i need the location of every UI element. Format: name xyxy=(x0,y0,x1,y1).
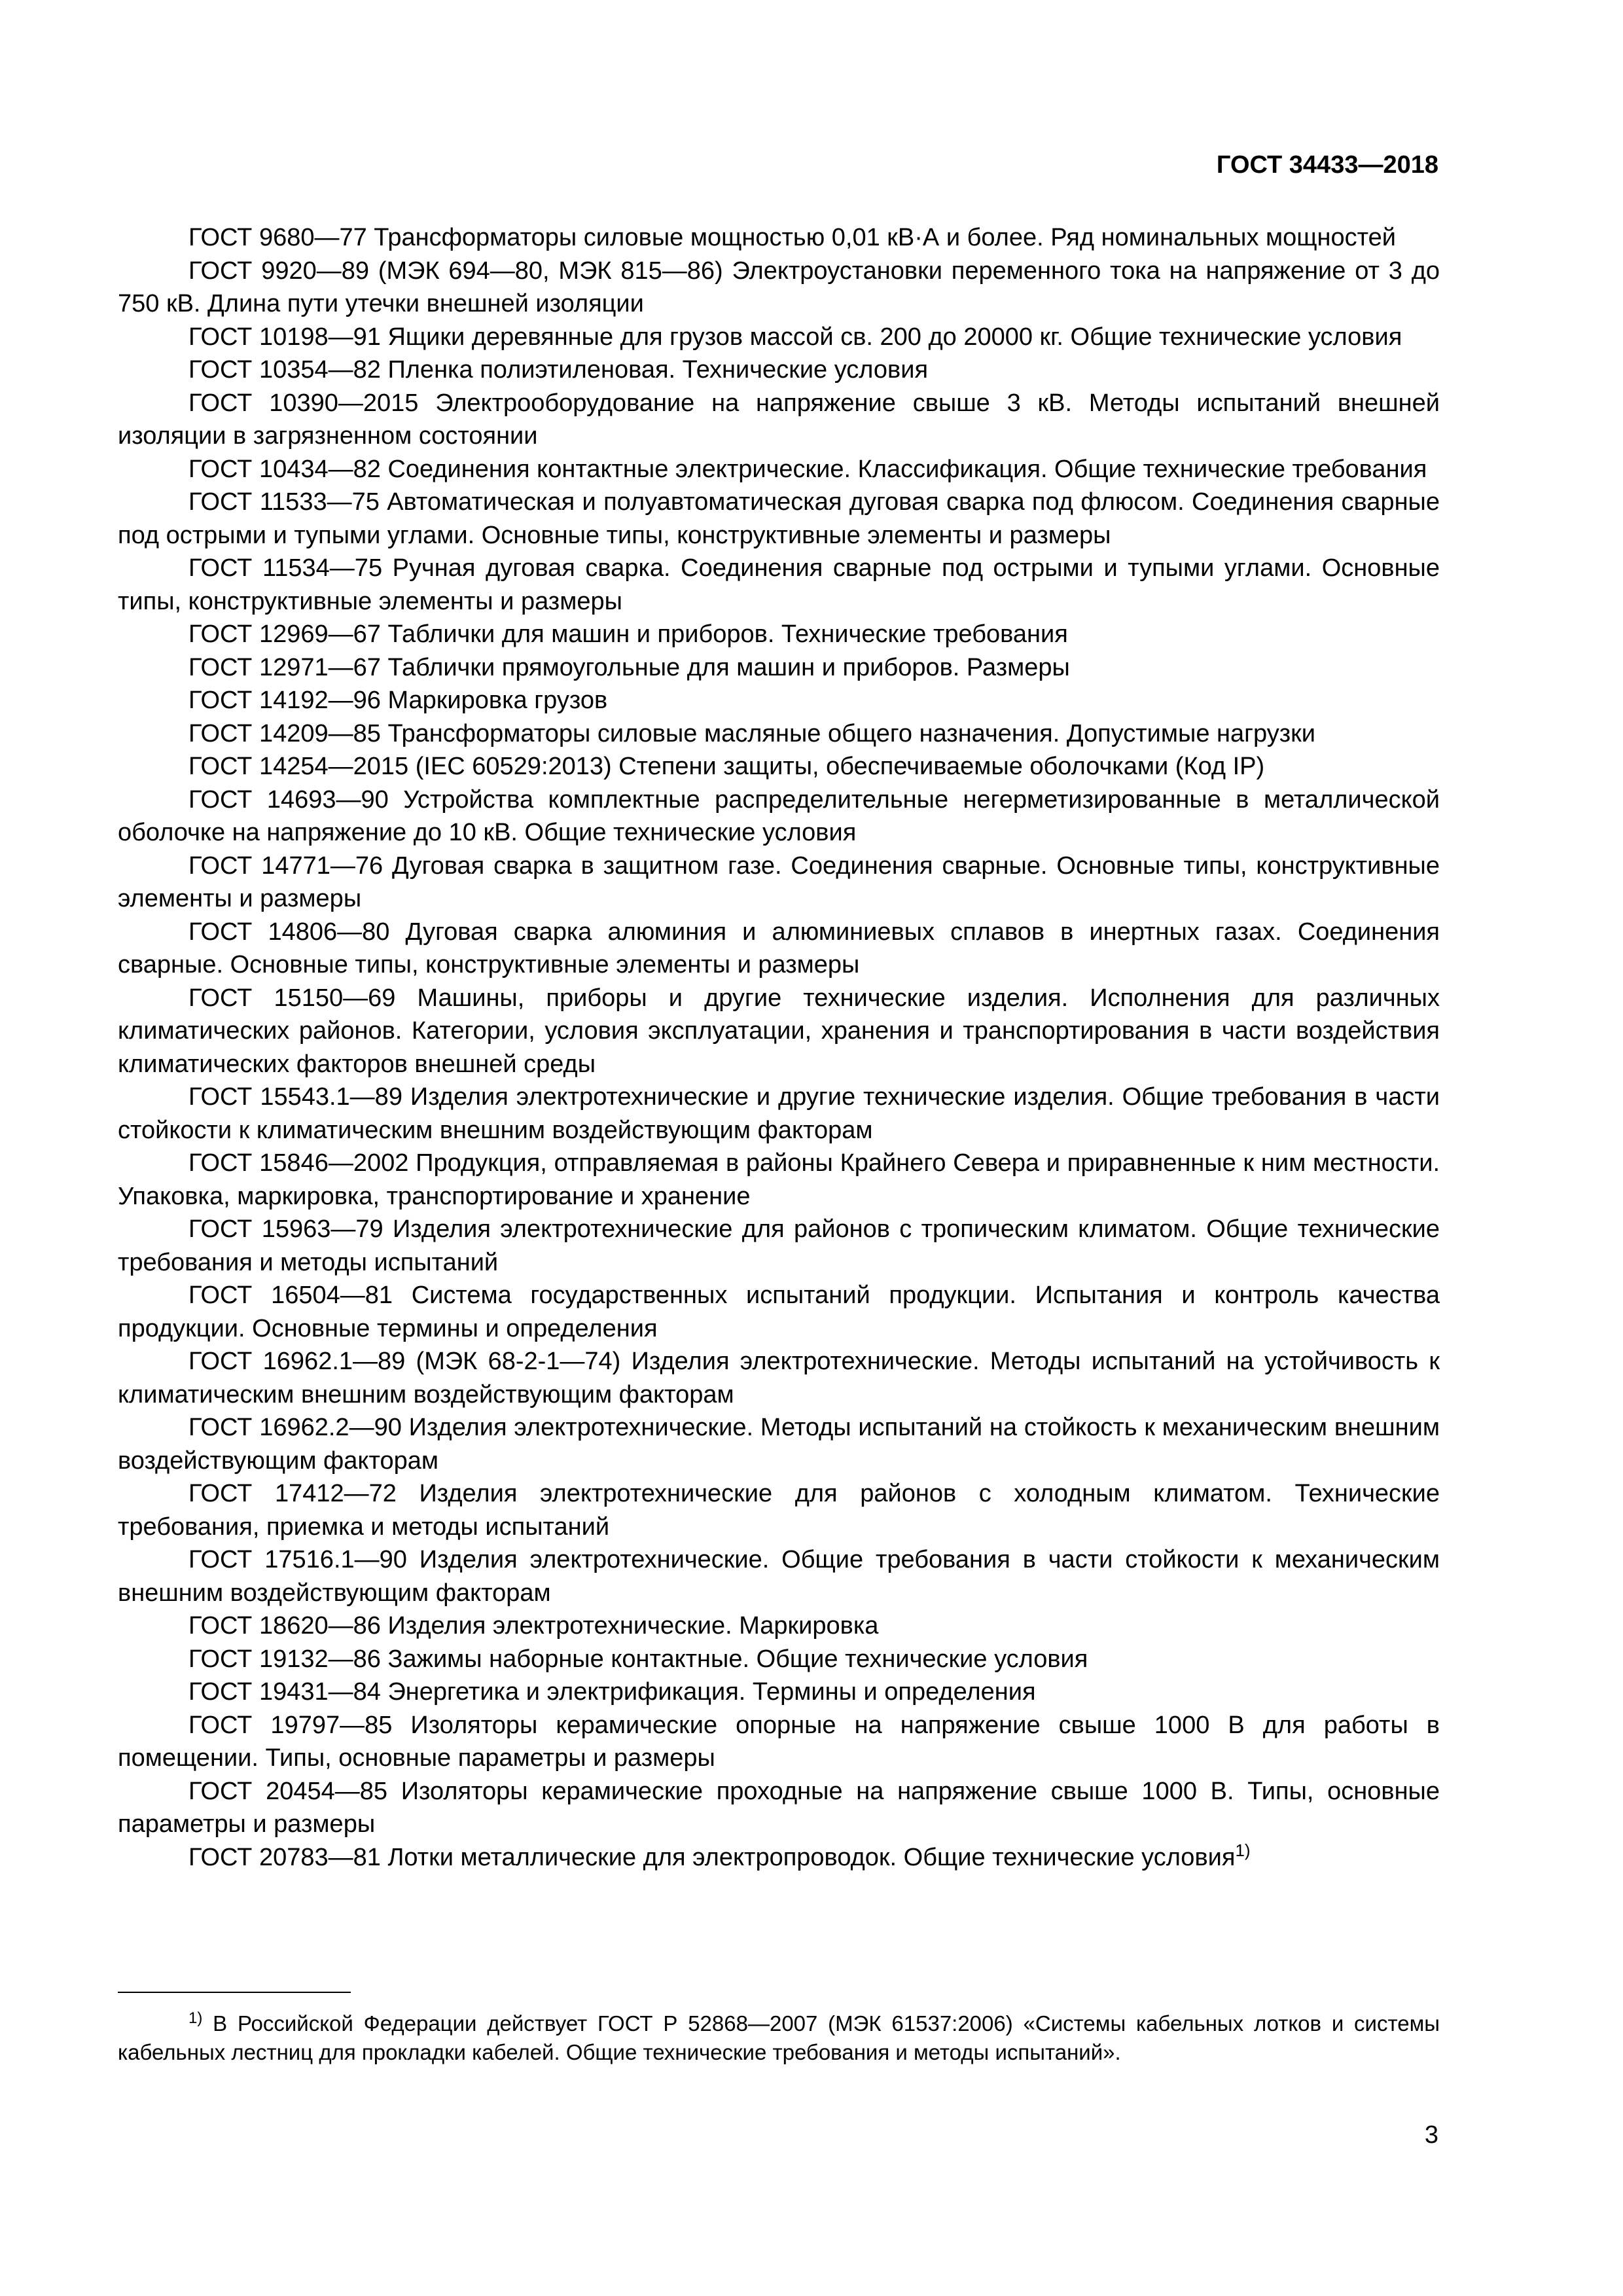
reference-text: ГОСТ 14693—90 Устройства комплектные распределительные негерметизированные в металлической оболочке на напряжение до 10 кВ. Общие технические условия xyxy=(118,785,1440,846)
reference-item xyxy=(118,353,1440,387)
reference-text: ГОСТ 15150—69 Машины, приборы и другие технические изделия. Исполнения для различных климатических районов. Категории, условия эксплуатации, хранения и транспортирования в части воздействия климатических факторов внешней среды xyxy=(118,984,1440,1078)
reference-text: ГОСТ 14806—80 Дуговая сварка алюминия и алюминиевых сплавов в инертных газах. Соединения сварные. Основные типы, конструктивные элементы и размеры xyxy=(118,918,1440,978)
reference-item xyxy=(118,1081,1440,1147)
normative-references-list xyxy=(118,221,1440,1874)
reference-text: ГОСТ 10434—82 Соединения контактные электрические. Классификация. Общие технические требования xyxy=(188,455,1427,483)
reference-item xyxy=(118,1609,1440,1643)
reference-item xyxy=(118,221,1440,255)
reference-item xyxy=(118,916,1440,982)
reference-text: ГОСТ 14209—85 Трансформаторы силовые масляные общего назначения. Допустимые нагрузки xyxy=(188,719,1315,747)
reference-text: ГОСТ 10354—82 Пленка полиэтиленовая. Технические условия xyxy=(188,356,929,384)
reference-item xyxy=(118,552,1440,618)
page-number: 3 xyxy=(1424,2121,1438,2149)
reference-text: ГОСТ 17516.1—90 Изделия электротехнические. Общие требования в части стойкости к механическим внешним воздействующим факторам xyxy=(118,1546,1440,1607)
reference-text: ГОСТ 15963—79 Изделия электротехнические для районов с тропическим климатом. Общие технические требования и методы испытаний xyxy=(118,1215,1440,1276)
reference-text: ГОСТ 16504—81 Система государственных испытаний продукции. Испытания и контроль качества продукции. Основные термины и определения xyxy=(118,1282,1440,1342)
footnote-text: В Российской Федерации действует ГОСТ Р 52868—2007 (МЭК 61537:2006) «Системы кабельных лотков и системы кабельных лестниц для прокладки кабелей. Общие технические требования и методы испытаний». xyxy=(118,2011,1440,2064)
reference-text: ГОСТ 20454—85 Изоляторы керамические проходные на напряжение свыше 1000 В. Типы, основные параметры и размеры xyxy=(118,1777,1440,1838)
reference-text: ГОСТ 20783—81 Лотки металлические для электропроводок. Общие технические условия xyxy=(188,1843,1236,1871)
reference-item xyxy=(118,1411,1440,1477)
reference-text: ГОСТ 12971—67 Таблички прямоугольные для машин и приборов. Размеры xyxy=(188,653,1070,681)
footnote xyxy=(118,2009,1440,2067)
reference-item xyxy=(118,1841,1440,1874)
reference-text: ГОСТ 11533—75 Автоматическая и полуавтоматическая дуговая сварка под флюсом. Соединения сварные под острыми и тупыми углами. Основные типы, конструктивные элементы и размеры xyxy=(118,488,1440,549)
reference-item xyxy=(118,486,1440,552)
reference-text: ГОСТ 14771—76 Дуговая сварка в защитном газе. Соединения сварные. Основные типы, конструктивные элементы и размеры xyxy=(118,852,1440,912)
reference-item xyxy=(118,1345,1440,1411)
reference-item xyxy=(118,1147,1440,1213)
footnote-separator-line xyxy=(118,1992,351,1993)
reference-text: ГОСТ 15543.1—89 Изделия электротехнические и другие технические изделия. Общие требования в части стойкости к климатическим внешним воздействующим факторам xyxy=(118,1083,1440,1144)
reference-item xyxy=(118,750,1440,783)
reference-item xyxy=(118,1643,1440,1676)
reference-text: ГОСТ 12969—67 Таблички для машин и приборов. Технические требования xyxy=(188,620,1068,648)
reference-item xyxy=(118,1709,1440,1775)
standard-code-header: ГОСТ 34433—2018 xyxy=(1216,151,1438,179)
reference-item xyxy=(118,651,1440,685)
reference-text: ГОСТ 10390—2015 Электрооборудование на напряжение свыше 3 кВ. Методы испытаний внешней изоляции в загрязненном состоянии xyxy=(118,389,1440,450)
footnote-number: 1) xyxy=(188,2009,203,2027)
reference-item xyxy=(118,1676,1440,1709)
reference-item xyxy=(118,717,1440,751)
reference-item xyxy=(118,387,1440,453)
reference-item xyxy=(118,618,1440,651)
reference-text: ГОСТ 16962.2—90 Изделия электротехнические. Методы испытаний на стойкость к механическим внешним воздействующим факторам xyxy=(118,1414,1440,1475)
footnote-reference-mark: 1) xyxy=(1235,1840,1251,1860)
reference-item xyxy=(118,321,1440,354)
reference-item xyxy=(118,1213,1440,1279)
reference-text: ГОСТ 11534—75 Ручная дуговая сварка. Соединения сварные под острыми и тупыми углами. Основные типы, конструктивные элементы и размеры xyxy=(118,554,1440,615)
reference-text: ГОСТ 19132—86 Зажимы наборные контактные. Общие технические условия xyxy=(188,1645,1088,1673)
reference-text: ГОСТ 14254—2015 (IEC 60529:2013) Степени защиты, обеспечиваемые оболочками (Код IP) xyxy=(188,753,1265,780)
reference-text: ГОСТ 10198—91 Ящики деревянные для грузов массой св. 200 до 20000 кг. Общие технические условия xyxy=(188,323,1402,351)
reference-item xyxy=(118,850,1440,916)
reference-item xyxy=(118,982,1440,1081)
reference-item xyxy=(118,1279,1440,1345)
reference-text: ГОСТ 17412—72 Изделия электротехнические для районов с холодным климатом. Технические требования, приемка и методы испытаний xyxy=(118,1480,1440,1541)
reference-text: ГОСТ 19431—84 Энергетика и электрификация. Термины и определения xyxy=(188,1678,1036,1706)
reference-text: ГОСТ 14192—96 Маркировка грузов xyxy=(188,687,608,714)
reference-text: ГОСТ 18620—86 Изделия электротехнические. Маркировка xyxy=(188,1612,879,1640)
reference-item xyxy=(118,453,1440,486)
reference-item xyxy=(118,255,1440,321)
reference-text: ГОСТ 9680—77 Трансформаторы силовые мощностью 0,01 кВ·А и более. Ряд номинальных мощностей xyxy=(188,224,1397,251)
reference-text: ГОСТ 16962.1—89 (МЭК 68-2-1—74) Изделия электротехнические. Методы испытаний на устойчивость к климатическим внешним воздействующим факторам xyxy=(118,1348,1440,1408)
reference-text: ГОСТ 19797—85 Изоляторы керамические опорные на напряжение свыше 1000 В для работы в помещении. Типы, основные параметры и размеры xyxy=(118,1711,1440,1772)
reference-item xyxy=(118,1477,1440,1543)
reference-item xyxy=(118,783,1440,850)
reference-item xyxy=(118,1775,1440,1841)
reference-item xyxy=(118,684,1440,717)
reference-text: ГОСТ 15846—2002 Продукция, отправляемая в районы Крайнего Севера и приравненные к ним местности. Упаковка, маркировка, транспортирование и хранение xyxy=(118,1149,1440,1210)
reference-text: ГОСТ 9920—89 (МЭК 694—80, МЭК 815—86) Электроустановки переменного тока на напряжение от 3 до 750 кВ. Длина пути утечки внешней изоляции xyxy=(118,257,1440,317)
reference-item xyxy=(118,1543,1440,1609)
